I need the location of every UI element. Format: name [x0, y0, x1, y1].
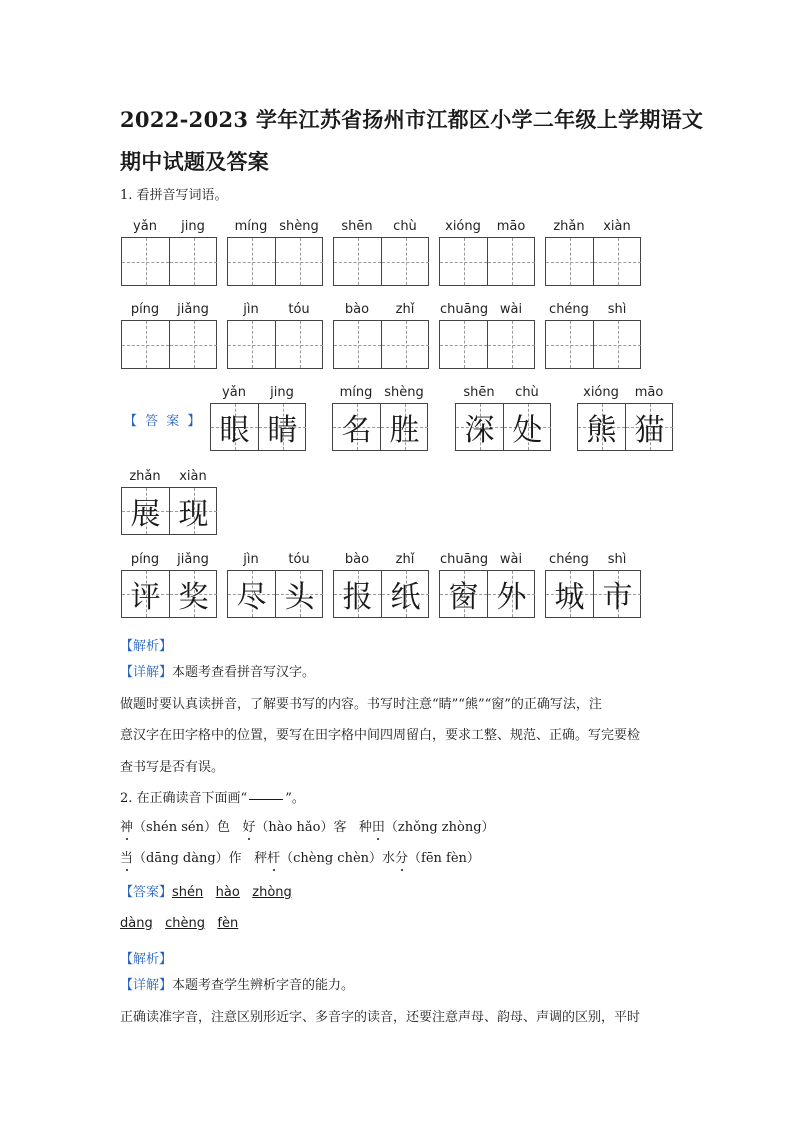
q2-prompt — [120, 792, 305, 806]
pinyin: xiàn — [603, 219, 631, 234]
pinyin: shèng — [384, 385, 424, 400]
pinyin: yǎn — [222, 385, 246, 400]
pinyin: tóu — [288, 302, 310, 317]
pinyin: yǎn — [133, 219, 157, 234]
dotted-char: 田 — [371, 820, 385, 835]
q2-analysis-label: 【解析】 — [120, 952, 173, 967]
q2-line2 — [120, 852, 480, 866]
underline-blank — [249, 799, 283, 800]
answer-pinyin: chèng — [165, 916, 206, 931]
q2-detail-text: 本题考查学生辨析字音的能力。 — [172, 978, 355, 993]
pinyin: chéng — [549, 552, 589, 567]
answer-char: 猫 — [634, 413, 665, 448]
q1-detail-label: 【详解】 — [120, 665, 173, 680]
pinyin: chuāng — [440, 552, 489, 567]
q1-detail — [120, 666, 315, 680]
pinyin: māo — [496, 219, 526, 234]
dotted-char: 当 — [120, 851, 134, 866]
answer-char: 展 — [130, 497, 161, 532]
answer-grid — [332, 385, 428, 451]
answer-char: 城 — [554, 580, 585, 615]
dotted-char: 好 — [242, 820, 256, 835]
pinyin: chù — [515, 385, 539, 400]
answer-pinyin: shén — [172, 885, 204, 900]
answer-char: 处 — [512, 413, 543, 448]
pinyin: chuāng — [440, 302, 489, 317]
pinyin: xióng — [583, 385, 619, 400]
pinyin: zhǎn — [553, 219, 585, 234]
writing-grid — [227, 219, 323, 286]
answer-pinyin: dàng — [120, 916, 153, 931]
answer-grid — [439, 552, 535, 618]
pinyin: wài — [499, 302, 523, 317]
answer-grid — [545, 552, 641, 618]
q1-prompt: 1. 看拼音写词语。 — [120, 188, 228, 203]
answer-char: 外 — [496, 580, 527, 615]
q1-para-line: 查书写是否有误。 — [120, 760, 225, 775]
answer-char: 胜 — [389, 413, 420, 448]
answer-grid — [455, 385, 551, 451]
pinyin-options: （hào hǎo）客 — [255, 820, 347, 835]
dotted-char: 杆 — [267, 851, 281, 866]
plain-char: 种 — [358, 820, 372, 835]
pinyin: shì — [607, 302, 627, 317]
writing-grid — [439, 302, 535, 369]
writing-grid — [121, 219, 217, 286]
pinyin: chù — [393, 219, 417, 234]
pinyin: shēn — [463, 385, 495, 400]
pinyin: māo — [634, 385, 664, 400]
pinyin: zhǐ — [395, 302, 415, 317]
writing-grid — [545, 219, 641, 286]
pinyin: shèng — [279, 219, 319, 234]
answer-char: 市 — [602, 580, 633, 615]
writing-grid — [333, 302, 429, 369]
pinyin: píng — [130, 552, 160, 567]
page-title-line2: 期中试题及答案 — [120, 149, 270, 174]
answer-char: 报 — [342, 580, 373, 615]
answer-char: 深 — [464, 413, 495, 448]
answer-char: 睛 — [267, 413, 298, 448]
answer-char: 评 — [130, 580, 161, 615]
q1-detail-text: 本题考查看拼音写汉字。 — [172, 665, 316, 680]
pinyin: bào — [344, 302, 370, 317]
pinyin: jìn — [243, 552, 259, 567]
pinyin-options: （zhǒng zhòng） — [384, 820, 495, 835]
pinyin: bào — [344, 552, 370, 567]
page-title-line1: 2022-2023 学年江苏省扬州市江都区小学二年级上学期语文 — [120, 107, 704, 132]
pinyin: jìn — [243, 302, 259, 317]
answer-pinyin: zhòng — [252, 885, 292, 900]
answer-grid — [121, 469, 217, 535]
answer-char: 名 — [341, 413, 372, 448]
answer-grid — [210, 385, 306, 451]
q2-line1 — [120, 821, 495, 835]
pinyin: jiǎng — [177, 552, 209, 567]
q1-answer-label: 【 答 案 】 — [124, 414, 203, 429]
answer-grid — [227, 552, 323, 618]
answer-char: 眼 — [219, 413, 250, 448]
q2-answer-line1 — [120, 886, 292, 900]
pinyin: tóu — [288, 552, 310, 567]
answer-grid — [577, 385, 673, 451]
answer-grid — [333, 552, 429, 618]
pinyin: shēn — [341, 219, 373, 234]
pinyin: jing — [181, 219, 205, 234]
pinyin: xióng — [445, 219, 481, 234]
pinyin: zhǐ — [395, 552, 415, 567]
answer-char: 现 — [178, 497, 209, 532]
pinyin: shì — [607, 552, 627, 567]
answer-pinyin: fèn — [217, 916, 239, 931]
answer-grid — [121, 552, 217, 618]
q1-analysis-label: 【解析】 — [120, 639, 173, 654]
pinyin: wài — [499, 552, 523, 567]
writing-grid — [227, 302, 323, 369]
answer-char: 奖 — [178, 580, 209, 615]
q2-para-line: 正确读准字音，注意区别形近字、多音字的读音，还要注意声母、韵母、声调的区别，平时 — [120, 1010, 641, 1025]
pinyin: píng — [130, 302, 160, 317]
pinyin: zhǎn — [129, 469, 161, 484]
pinyin: jing — [270, 385, 294, 400]
q2-prompt-pre: 2. 在正确读音下面画“ — [120, 791, 248, 806]
writing-grid — [545, 302, 641, 369]
q1-para-line: 做题时要认真读拼音，了解要书写的内容。书写时注意“睛”“熊”“窗”的正确写法，注 — [120, 697, 602, 712]
pinyin: xiàn — [179, 469, 207, 484]
q2-answer-label: 【答案】 — [120, 885, 173, 900]
answer-char: 熊 — [586, 413, 617, 448]
writing-grid — [439, 219, 535, 286]
plain-char: 秤 — [254, 851, 268, 866]
pinyin-options: （chèng chèn）水 — [280, 851, 396, 866]
answer-char: 窗 — [448, 580, 479, 615]
writing-grid — [333, 219, 429, 286]
answer-char: 头 — [284, 580, 315, 615]
writing-grid — [121, 302, 217, 369]
pinyin: jiǎng — [177, 302, 209, 317]
q2-answer-line2 — [120, 917, 238, 931]
pinyin-options: （fēn fèn） — [408, 851, 480, 866]
dotted-char: 分 — [395, 851, 409, 866]
pinyin-options: （dāng dàng）作 — [133, 851, 242, 866]
pinyin-options: （shén sén）色 — [133, 820, 230, 835]
dotted-char: 神 — [120, 820, 134, 835]
q2-detail-label: 【详解】 — [120, 978, 173, 993]
pinyin: míng — [339, 385, 373, 400]
answer-char: 尽 — [236, 580, 267, 615]
answer-char: 纸 — [390, 580, 421, 615]
answer-pinyin: hào — [215, 885, 240, 900]
pinyin: míng — [234, 219, 268, 234]
q2-detail — [120, 979, 354, 993]
pinyin: chéng — [549, 302, 589, 317]
q2-prompt-post: ”。 — [285, 791, 305, 806]
q1-para-line: 意汉字在田字格中的位置，要写在田字格中间四周留白，要求工整、规范、正确。写完要检 — [120, 728, 641, 743]
